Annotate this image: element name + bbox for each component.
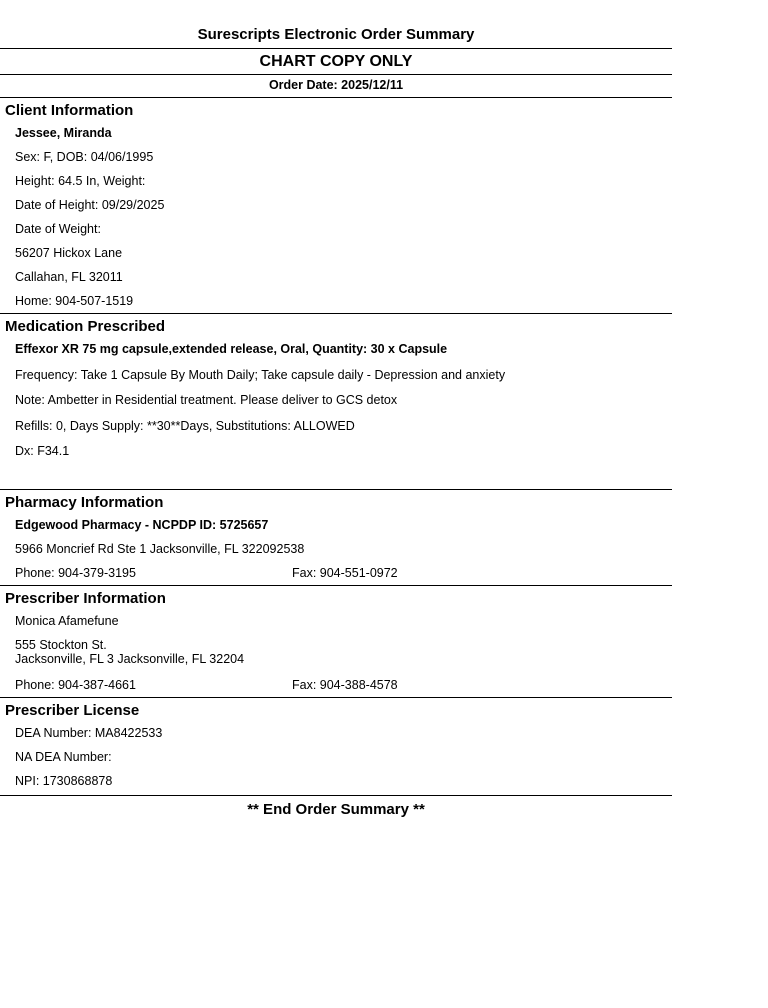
- pharmacy-address: 5966 Moncrief Rd Ste 1 Jacksonville, FL 322092538: [15, 541, 305, 556]
- client-home-phone: Home: 904-507-1519: [15, 294, 134, 308]
- client-name: Jessee, Miranda: [15, 126, 112, 140]
- section-medication-prescribed: [0, 314, 672, 489]
- license-npi: NPI: 1730868878: [15, 773, 113, 788]
- client-address-city: Callahan, FL 32011: [15, 270, 123, 284]
- license-na-dea-number: NA DEA Number:: [15, 749, 112, 764]
- section-prescriber-license: [0, 698, 672, 795]
- prescriber-information-heading: Prescriber Information: [5, 589, 166, 607]
- prescriber-address-line2: Jacksonville, FL 3 Jacksonville, FL 32204: [15, 652, 245, 666]
- client-date-of-height: Date of Height: 09/29/2025: [15, 198, 165, 212]
- order-date: Order Date: 2025/12/11: [268, 78, 404, 92]
- prescriber-phone-fax-row: [0, 673, 672, 697]
- prescriber-address-line1: 555 Stockton St.: [15, 637, 107, 652]
- medication-name: Effexor XR 75 mg capsule,extended release, Oral, Quantity: 30 x Capsule: [15, 342, 448, 356]
- prescriber-license-heading: Prescriber License: [5, 701, 140, 719]
- medication-prescribed-heading: Medication Prescribed: [5, 318, 166, 335]
- prescriber-phone: Phone: 904-387-4661: [15, 677, 136, 692]
- document-title: Surescripts Electronic Order Summary: [197, 26, 475, 43]
- end-order-summary: ** End Order Summary **: [247, 800, 425, 818]
- medication-note: Note: Ambetter in Residential treatment. Please deliver to GCS detox: [15, 393, 398, 407]
- pharmacy-information-heading: Pharmacy Information: [5, 493, 164, 511]
- pharmacy-fax: Fax: 904-551-0972: [292, 565, 398, 580]
- pharmacy-phone-fax-row: [0, 561, 672, 585]
- pharmacy-name: Edgewood Pharmacy - NCPDP ID: 5725657: [15, 517, 269, 532]
- spacer: [0, 465, 672, 489]
- section-prescriber-information: [0, 586, 672, 697]
- section-client-information: [0, 98, 672, 313]
- client-sex-dob: Sex: F, DOB: 04/06/1995: [15, 150, 154, 164]
- license-dea-number: DEA Number: MA8422533: [15, 725, 163, 740]
- client-address-street: 56207 Hickox Lane: [15, 246, 123, 260]
- client-date-of-weight: Date of Weight:: [15, 222, 101, 236]
- chart-copy-banner: CHART COPY ONLY: [259, 53, 413, 70]
- client-information-heading: Client Information: [5, 102, 134, 119]
- prescriber-name: Monica Afamefune: [15, 613, 119, 628]
- medication-frequency: Frequency: Take 1 Capsule By Mouth Daily; Take capsule daily - Depression and anxiety: [15, 367, 506, 382]
- section-pharmacy-information: [0, 490, 672, 585]
- prescriber-address: [0, 633, 672, 673]
- medication-dx: Dx: F34.1: [15, 444, 70, 458]
- pharmacy-phone: Phone: 904-379-3195: [15, 565, 136, 580]
- prescriber-fax: Fax: 904-388-4578: [292, 677, 398, 692]
- medication-refills: Refills: 0, Days Supply: **30**Days, Substitutions: ALLOWED: [15, 418, 355, 433]
- client-height-weight: Height: 64.5 In, Weight:: [15, 174, 146, 188]
